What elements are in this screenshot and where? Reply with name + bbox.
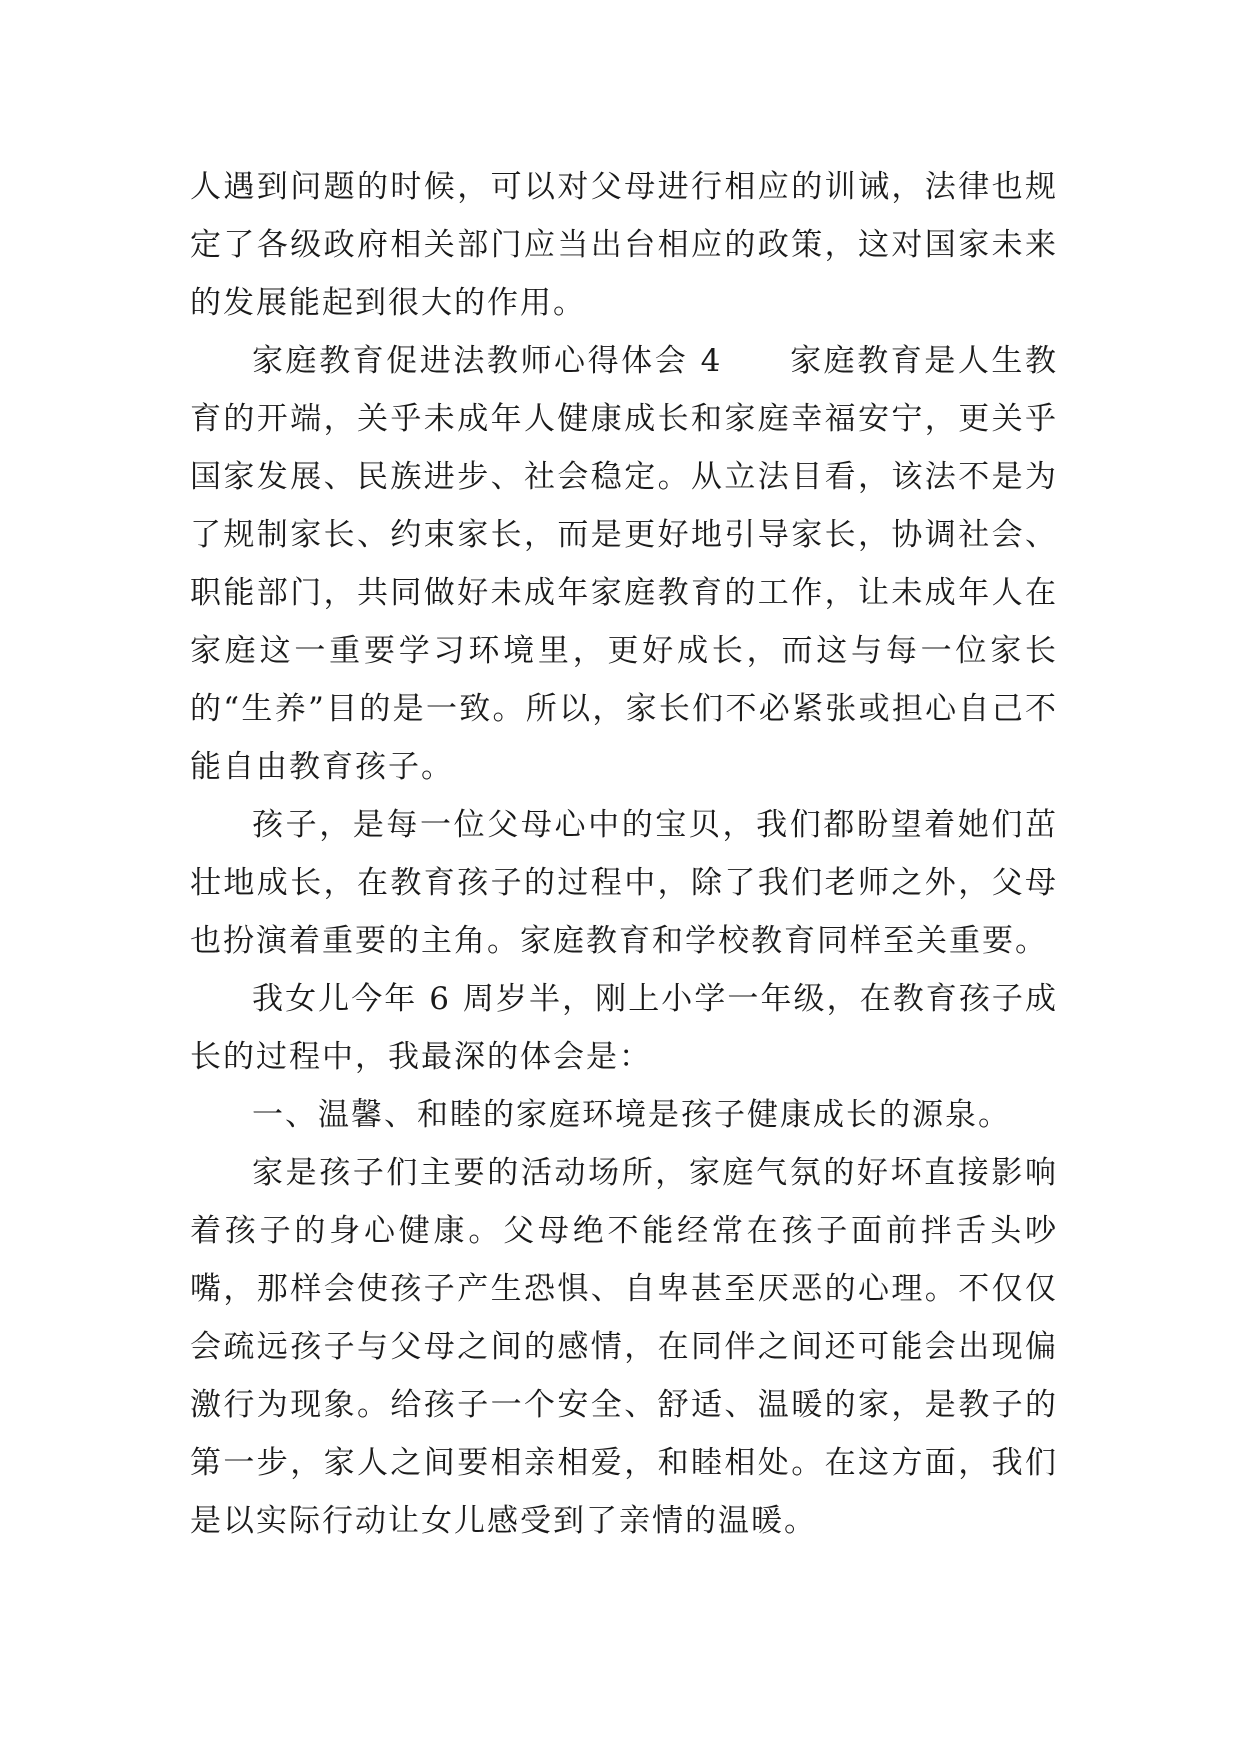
paragraph-continuation: 人遇到问题的时候，可以对父母进行相应的训诫，法律也规定了各级政府相关部门应当出台相应的政策，这对国家未来的发展能起到很大的作用。 [190,169,1058,321]
paragraph-child-treasure: 孩子，是每一位父母心中的宝贝，我们都盼望着她们茁壮地成长，在教育孩子的过程中，除了我们老师之外，父母也扮演着重要的主角。家庭教育和学校教育同样至关重要。 [190,807,1058,959]
document-body [190,158,1058,1550]
paragraph-point-one: 一、温馨、和睦的家庭环境是孩子健康成长的源泉。 [252,1097,1011,1133]
paragraph-daughter: 我女儿今年 6 周岁半，刚上小学一年级，在教育孩子成长的过程中，我最深的体会是： [190,981,1058,1075]
paragraph-home-environment: 家是孩子们主要的活动场所，家庭气氛的好坏直接影响着孩子的身心健康。父母绝不能经常在孩子面前拌舌头吵嘴，那样会使孩子产生恐惧、自卑甚至厌恶的心理。不仅仅会疏远孩子与父母之间的感情，在同伴之间还可能会出现偏激行为现象。给孩子一个安全、舒适、温暖的家，是教子的第一步，家人之间要相亲相爱，和睦相处。在这方面，我们是以实际行动让女儿感受到了亲情的温暖。 [190,1155,1058,1539]
paragraph-heading-4: 家庭教育促进法教师心得体会 4 家庭教育是人生教育的开端，关乎未成年人健康成长和家庭幸福安宁，更关乎国家发展、民族进步、社会稳定。从立法目看，该法不是为了规制家长、约束家长，而是更好地引导家长，协调社会、职能部门，共同做好未成年家庭教育的工作，让未成年人在家庭这一重要学习环境里，更好成长，而这与每一位家长的“生养”目的是一致。所以，家长们不必紧张或担心自己不能自由教育孩子。 [190,343,1058,785]
